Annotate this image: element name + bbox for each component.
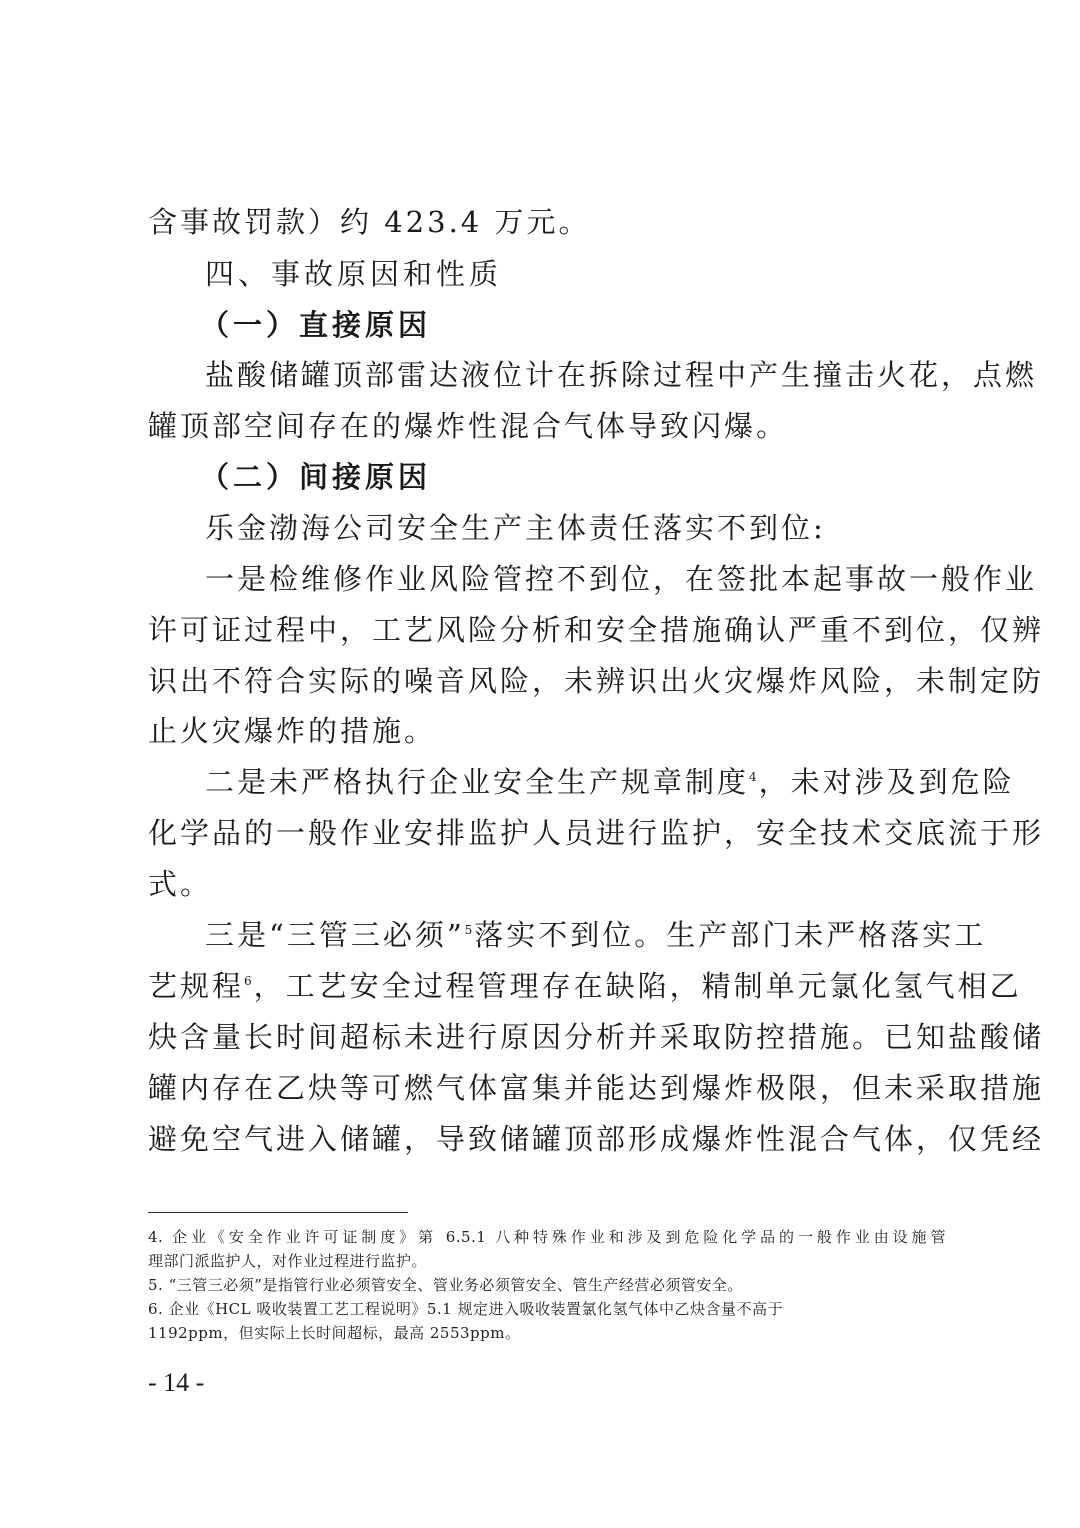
footnote-5: 5. “三管三必须”是指管行业必须管安全、管业务必须管安全、管生产经营必须管安全。: [148, 1276, 743, 1294]
paragraph-1-line-1: 一是检维修作业风险管控不到位，在签批本起事故一般作业: [205, 562, 1038, 596]
paragraph-3-line-2: [148, 966, 1022, 1006]
paragraph-3-line-1: [205, 915, 986, 955]
footnote-ref-5: 5: [464, 923, 473, 938]
body-line-continued: 含事故罚款）约 423.4 万元。: [148, 205, 591, 239]
paragraph-2-text-b: ，未对涉及到危险: [758, 765, 1015, 799]
footnote-separator: [148, 1212, 408, 1213]
paragraph-3-line-4: 罐内存在乙炔等可燃气体富集并能达到爆炸极限，但未采取措施: [148, 1071, 1045, 1105]
direct-cause-line-1: 盐酸储罐顶部雷达液位计在拆除过程中产生撞击火花，点燃: [205, 358, 1038, 392]
footnote-4-line-2: 理部门派监护人，对作业过程进行监护。: [148, 1252, 428, 1270]
paragraph-1-line-4: 止火灾爆炸的措施。: [148, 714, 437, 748]
section-heading-causes: 四、事故原因和性质: [205, 257, 503, 291]
indirect-cause-intro: 乐金渤海公司安全生产主体责任落实不到位:: [205, 511, 826, 545]
paragraph-3-text-a: 三是“三管三必须”: [205, 918, 465, 952]
paragraph-2-text-a: 二是未严格执行企业安全生产规章制度: [205, 765, 750, 799]
paragraph-3-text-c: 艺规程: [148, 969, 245, 1003]
paragraph-3-line-5: 避免空气进入储罐，导致储罐顶部形成爆炸性混合气体，仅凭经: [148, 1122, 1045, 1156]
paragraph-3-text-b: 落实不到位。生产部门未严格落实工: [474, 918, 987, 952]
footnote-ref-4: 4: [749, 770, 757, 785]
paragraph-2-line-2: 化学品的一般作业安排监护人员进行监护，安全技术交底流于形: [148, 816, 1045, 850]
footnote-6-line-1: 6. 企业《HCL 吸收装置工艺工程说明》5.1 规定进入吸收装置氯化氢气体中乙炔含量不高于: [148, 1300, 783, 1318]
footnote-4-line-1: 4. 企业《安全作业许可证制度》第 6.5.1 八种特殊作业和涉及到危险化学品的一般作业由设施管: [148, 1228, 946, 1246]
paragraph-2-line-1: [205, 762, 1015, 802]
paragraph-1-line-2: 许可证过程中，工艺风险分析和安全措施确认严重不到位，仅辨: [148, 613, 1045, 647]
footnote-6-line-2: 1192ppm，但实际上长时间超标，最高 2553ppm。: [148, 1324, 521, 1342]
page-number: - 14 -: [148, 1368, 205, 1397]
subheading-indirect-cause: （二）间接原因: [200, 460, 432, 494]
paragraph-2-line-3: 式。: [148, 867, 213, 901]
subheading-direct-cause: （一）直接原因: [200, 308, 432, 342]
paragraph-3-text-d: ，工艺安全过程管理存在缺陷，精制单元氯化氢气相乙: [253, 969, 1022, 1003]
paragraph-3-line-3: 炔含量长时间超标未进行原因分析并采取防控措施。已知盐酸储: [148, 1020, 1045, 1054]
footnote-ref-6: 6: [244, 974, 252, 989]
paragraph-1-line-3: 识出不符合实际的噪音风险，未辨识出火灾爆炸风险，未制定防: [148, 664, 1045, 698]
direct-cause-line-2: 罐顶部空间存在的爆炸性混合气体导致闪爆。: [148, 409, 789, 443]
